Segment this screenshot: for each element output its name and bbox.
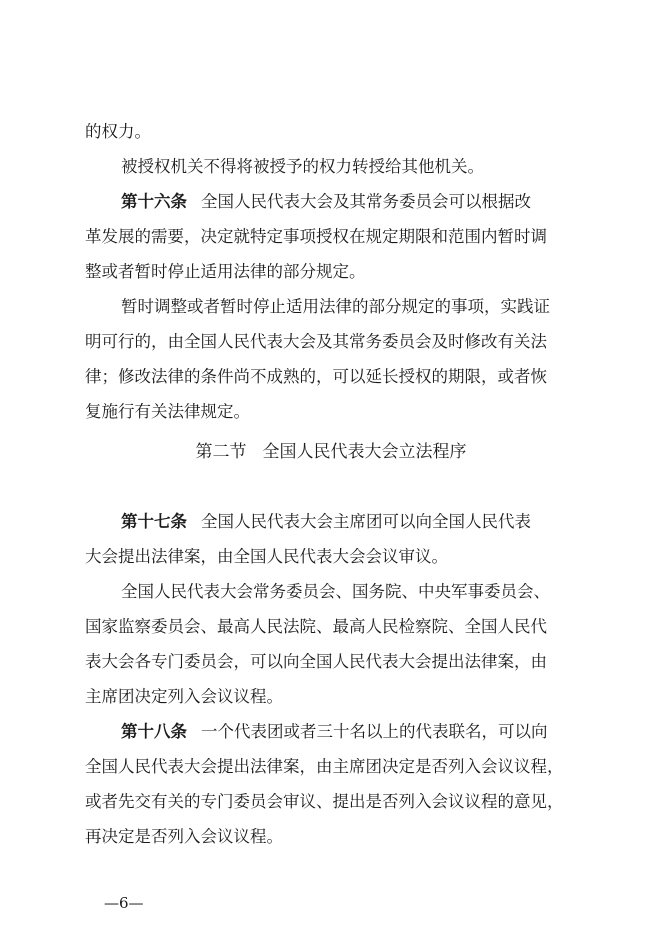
paragraph-line: 的权力。	[85, 122, 151, 141]
paragraph-line: 表大会各专门委员会，可以向全国人民代表大会提出法律案，由	[85, 652, 547, 671]
paragraph-line: 明可行的，由全国人民代表大会及其常务委员会及时修改有关法	[85, 332, 547, 351]
paragraph-line: 全国人民代表大会常务委员会、国务院、中央军事委员会、	[121, 582, 550, 601]
article-17-text: 全国人民代表大会主席团可以向全国人民代表	[201, 512, 531, 531]
article-17-first-line	[121, 512, 585, 532]
article-18-first-line	[121, 722, 585, 742]
paragraph-line: 大会提出法律案，由全国人民代表大会会议审议。	[85, 547, 448, 566]
paragraph-line: 或者先交有关的专门委员会审议、提出是否列入会议议程的意见，	[85, 792, 564, 811]
section-title: 全国人民代表大会立法程序	[262, 442, 467, 462]
article-18-heading: 第十八条	[121, 722, 187, 741]
paragraph-line: 律；修改法律的条件尚不成熟的，可以延长授权的期限，或者恢	[85, 367, 547, 386]
paragraph-line: 革发展的需要，决定就特定事项授权在规定期限和范围内暂时调	[85, 227, 547, 246]
paragraph-line: 国家监察委员会、最高人民法院、最高人民检察院、全国人民代	[85, 617, 547, 636]
page-number: —6—	[104, 894, 144, 912]
paragraph-line: 再决定是否列入会议议程。	[85, 827, 283, 846]
article-16-text: 全国人民代表大会及其常务委员会可以根据改	[201, 192, 531, 211]
paragraph-line: 被授权机关不得将被授予的权力转授给其他机关。	[121, 157, 484, 176]
section-number: 第二节	[195, 442, 247, 462]
paragraph-line: 暂时调整或者暂时停止适用法律的部分规定的事项，实践证	[121, 297, 550, 316]
paragraph-line: 全国人民代表大会提出法律案，由主席团决定是否列入会议议程，	[85, 757, 564, 776]
paragraph-line: 主席团决定列入会议议程。	[85, 687, 283, 706]
paragraph-line: 整或者暂时停止适用法律的部分规定。	[85, 262, 366, 281]
paragraph-line: 复施行有关法律规定。	[85, 402, 250, 421]
article-17-heading: 第十七条	[121, 512, 187, 531]
article-16-first-line	[121, 192, 585, 212]
article-18-text: 一个代表团或者三十名以上的代表联名，可以向	[201, 722, 548, 741]
article-16-heading: 第十六条	[121, 192, 187, 211]
section-heading	[0, 441, 662, 463]
